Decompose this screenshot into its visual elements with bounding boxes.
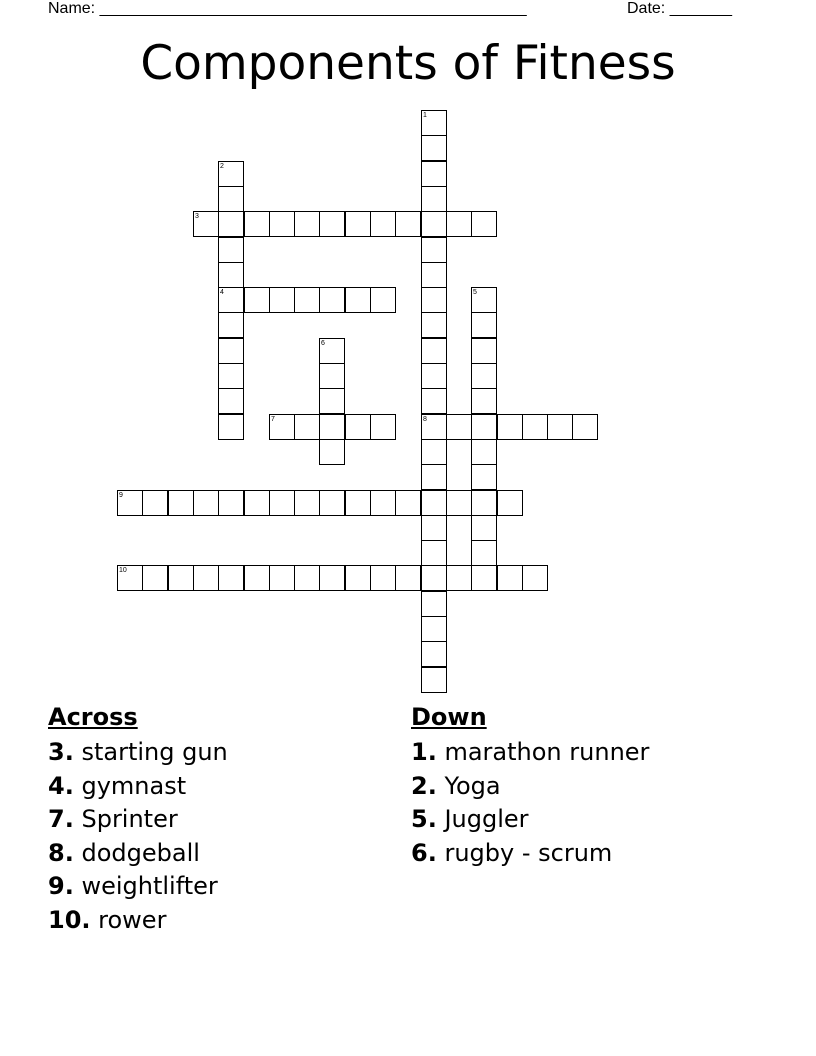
clue-number: 4 [220,289,224,296]
crossword-cell[interactable] [319,490,345,516]
crossword-cell[interactable] [269,211,295,237]
clue-down-6: 6. rugby - scrum [411,838,613,867]
crossword-cell[interactable] [395,490,421,516]
crossword-cell[interactable] [142,490,168,516]
crossword-cell[interactable] [471,464,497,490]
crossword-cell[interactable] [370,565,396,591]
crossword-cell[interactable] [421,490,447,516]
crossword-cell[interactable] [497,490,523,516]
crossword-cell[interactable] [218,262,244,288]
down-clues [411,702,649,870]
crossword-cell[interactable] [218,161,244,187]
clue-number: 9 [119,492,123,499]
clue-across-9: 9. weightlifter [48,872,218,900]
crossword-cell[interactable] [218,211,244,237]
clue-number: 10 [119,567,127,574]
crossword-cell[interactable] [294,490,320,516]
name-line: Name: ________________________________________________ [48,0,527,17]
crossword-cell[interactable] [421,338,447,364]
crossword-cell[interactable] [319,211,345,237]
clue-down-5: 5. Juggler [411,805,529,833]
crossword-cell[interactable] [421,135,447,161]
crossword-cell[interactable] [421,363,447,389]
clue-across-8: 8. dodgeball [48,838,200,867]
clue-across-4: 4. gymnast [48,771,187,800]
crossword-cell[interactable] [244,565,270,591]
clue-number: 6 [321,340,325,347]
crossword-cell[interactable] [117,490,143,516]
crossword-cell[interactable] [218,338,244,364]
clue-number: 1 [423,112,427,119]
crossword-cell[interactable] [471,515,497,541]
crossword-cell[interactable] [471,338,497,364]
crossword-cell[interactable] [471,388,497,414]
clue-number: 7 [271,416,275,423]
clue-across-3: 3. starting gun [48,738,228,766]
crossword-cell[interactable] [522,414,548,440]
crossword-cell[interactable] [370,287,396,313]
down-heading: Down [411,703,487,731]
crossword-cell[interactable] [421,161,447,187]
crossword-cell[interactable] [497,414,523,440]
crossword-cell[interactable] [319,439,345,465]
crossword-cell[interactable] [218,186,244,212]
crossword-cell[interactable] [370,211,396,237]
crossword-cell[interactable] [421,211,447,237]
crossword-cell[interactable] [421,667,447,693]
crossword-cell[interactable] [471,414,497,440]
crossword-cell[interactable] [421,616,447,642]
crossword-cell[interactable] [345,211,371,237]
crossword-cell[interactable] [269,490,295,516]
page-title: Components of Fitness [140,36,676,91]
crossword-cell[interactable] [421,312,447,338]
crossword-cell[interactable] [294,565,320,591]
crossword-cell[interactable] [319,414,345,440]
crossword-cell[interactable] [471,363,497,389]
crossword-cell[interactable] [319,363,345,389]
clue-number: 3 [195,213,199,220]
crossword-cell[interactable] [421,591,447,617]
crossword-cell[interactable] [421,641,447,667]
crossword-cell[interactable] [218,388,244,414]
crossword-cell[interactable] [421,287,447,313]
crossword-cell[interactable] [421,414,447,440]
crossword-cell[interactable] [319,565,345,591]
crossword-cell[interactable] [218,237,244,263]
crossword-cell[interactable] [218,490,244,516]
crossword-cell[interactable] [319,287,345,313]
clue-across-7: 7. Sprinter [48,805,178,833]
crossword-cell[interactable] [193,211,219,237]
crossword-cell[interactable] [218,363,244,389]
crossword-cell[interactable] [446,565,472,591]
clue-down-2: 2. Yoga [411,771,501,800]
crossword-cell[interactable] [421,439,447,465]
crossword-cell[interactable] [497,565,523,591]
crossword-cell[interactable] [421,110,447,136]
crossword-cell[interactable] [117,565,143,591]
crossword-cell[interactable] [471,312,497,338]
crossword-cell[interactable] [471,211,497,237]
crossword-cell[interactable] [370,490,396,516]
crossword-cell[interactable] [421,515,447,541]
crossword-cell[interactable] [395,211,421,237]
clue-number: 5 [473,289,477,296]
crossword-cell[interactable] [547,414,573,440]
crossword-cell[interactable] [421,237,447,263]
crossword-cell[interactable] [294,211,320,237]
crossword-cell[interactable] [168,565,194,591]
clue-number: 2 [220,163,224,170]
clue-down-1: 1. marathon runner [411,738,650,766]
crossword-cell[interactable] [193,565,219,591]
crossword-cell[interactable] [471,287,497,313]
crossword-cell[interactable] [572,414,598,440]
crossword-cell[interactable] [421,565,447,591]
crossword-cell[interactable] [244,211,270,237]
crossword-cell[interactable] [471,490,497,516]
crossword-cell[interactable] [218,312,244,338]
crossword-cell[interactable] [294,414,320,440]
crossword-cell[interactable] [193,490,219,516]
crossword-cell[interactable] [370,414,396,440]
crossword-cell[interactable] [522,565,548,591]
across-clues [48,702,228,937]
crossword-cell[interactable] [218,565,244,591]
crossword-cell[interactable] [345,565,371,591]
crossword-cell[interactable] [421,540,447,566]
crossword-cell[interactable] [168,490,194,516]
crossword-cell[interactable] [345,414,371,440]
crossword-cell[interactable] [345,287,371,313]
crossword-cell[interactable] [269,414,295,440]
crossword-cell[interactable] [421,186,447,212]
crossword-cell[interactable] [244,490,270,516]
crossword-cell[interactable] [421,388,447,414]
crossword-cell[interactable] [142,565,168,591]
crossword-cell[interactable] [218,287,244,313]
date-line: Date: _______ [627,0,732,17]
crossword-cell[interactable] [446,211,472,237]
crossword-cell[interactable] [244,287,270,313]
crossword-cell[interactable] [395,565,421,591]
crossword-cell[interactable] [446,414,472,440]
crossword-cell[interactable] [421,464,447,490]
crossword-cell[interactable] [294,287,320,313]
crossword-cell[interactable] [218,414,244,440]
crossword-cell[interactable] [269,287,295,313]
clue-number: 8 [423,416,427,423]
crossword-cell[interactable] [446,490,472,516]
crossword-cell[interactable] [319,388,345,414]
across-heading: Across [48,703,138,731]
crossword-cell[interactable] [421,262,447,288]
crossword-cell[interactable] [269,565,295,591]
crossword-cell[interactable] [471,439,497,465]
clue-across-10: 10. rower [48,905,167,934]
crossword-cell[interactable] [319,338,345,364]
crossword-cell[interactable] [471,565,497,591]
crossword-cell[interactable] [471,540,497,566]
crossword-cell[interactable] [345,490,371,516]
